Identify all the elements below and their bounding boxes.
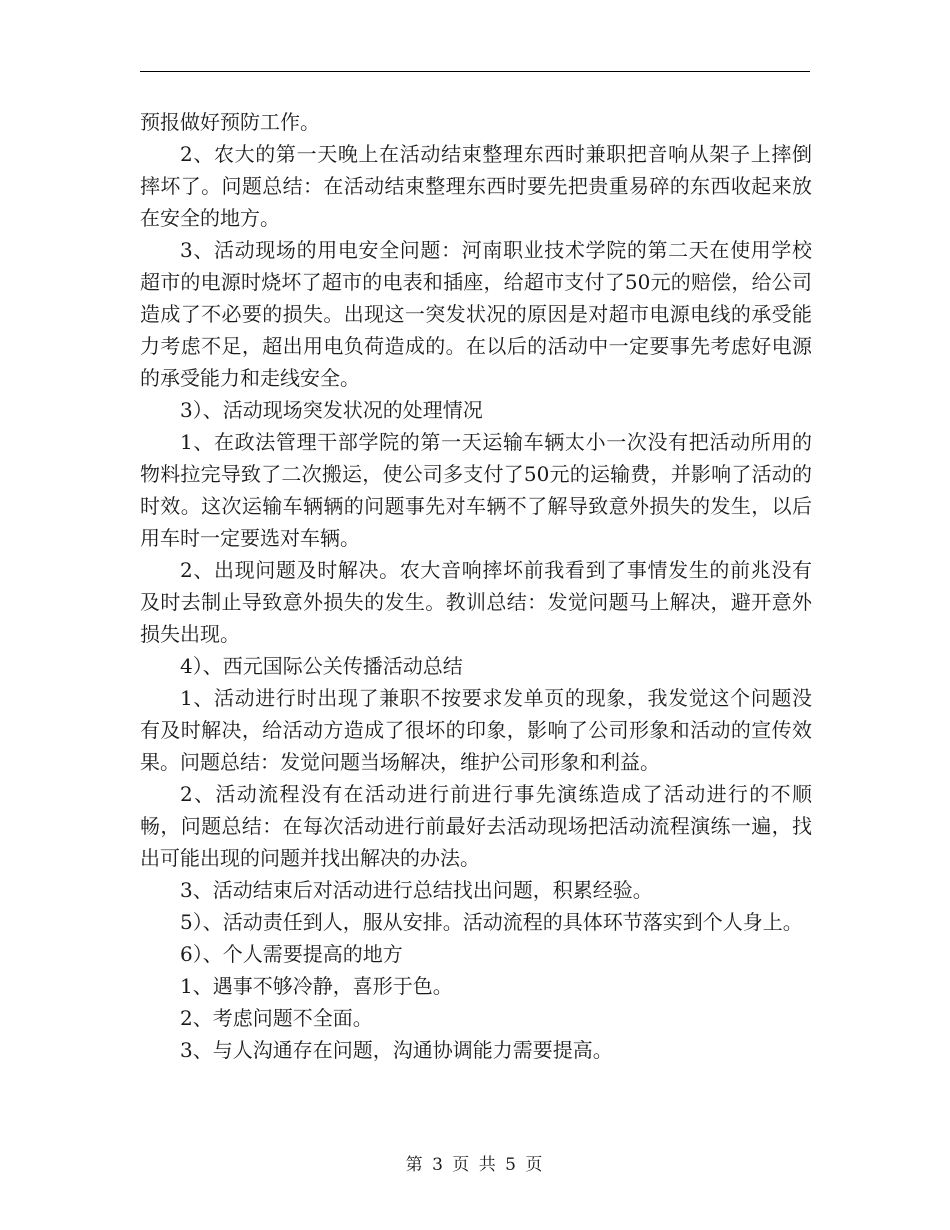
section-heading: 5）、活动责任到人，服从安排。活动流程的具体环节落实到个人身上。	[180, 910, 803, 934]
page-number-footer: 第 3 页 共 5 页	[405, 1155, 545, 1175]
list-item: 2、考虑问题不全面。	[180, 1006, 373, 1030]
paragraph: 1、活动进行时出现了兼职不按要求发单页的现象，我发觉这个问题没有及时解决，给活动方造成了很坏的印象，影响了公司形象和活动的宣传效果。问题总结：发觉问题当场解决，维护公司形象和利益。	[140, 686, 812, 774]
paragraph: 1、在政法管理干部学院的第一天运输车辆太小一次没有把活动所用的物料拉完导致了二次搬运，使公司多支付了50元的运输费，并影响了活动的时效。这次运输车辆辆的问题事先对车辆不了解导致意外损失的发生，以后用车时一定要选对车辆。	[140, 430, 812, 550]
list-item: 1、遇事不够冷静，喜形于色。	[180, 974, 453, 998]
section-heading: 6）、个人需要提高的地方	[180, 942, 403, 966]
paragraph: 2、出现问题及时解决。农大音响摔坏前我看到了事情发生的前兆没有及时去制止导致意外损失的发生。教训总结：发觉问题马上解决，避开意外损失出现。	[140, 558, 812, 646]
paragraph: 3、活动现场的用电安全问题：河南职业技术学院的第二天在使用学校超市的电源时烧坏了超市的电表和插座，给超市支付了50元的赔偿，给公司造成了不必要的损失。出现这一突发状况的原因是对超市电源电线的承受能力考虑不足，超出用电负荷造成的。在以后的活动中一定要事先考虑好电源的承受能力和走线安全。	[140, 238, 812, 390]
section-heading: 4）、西元国际公关传播活动总结	[180, 654, 463, 678]
paragraph: 3、活动结束后对活动进行总结找出问题，积累经验。	[180, 878, 653, 902]
paragraph: 2、活动流程没有在活动进行前进行事先演练造成了活动进行的不顺畅，问题总结：在每次活动进行前最好去活动现场把活动流程演练一遍，找出可能出现的问题并找出解决的办法。	[140, 782, 812, 870]
document-body	[140, 106, 812, 1066]
paragraph: 2、农大的第一天晚上在活动结束整理东西时兼职把音响从架子上摔倒摔坏了。问题总结：在活动结束整理东西时要先把贵重易碎的东西收起来放在安全的地方。	[140, 142, 812, 230]
header-rule	[140, 71, 810, 72]
section-heading: 3）、活动现场突发状况的处理情况	[180, 398, 483, 422]
list-item: 3、与人沟通存在问题，沟通协调能力需要提高。	[180, 1038, 613, 1062]
paragraph: 预报做好预防工作。	[140, 110, 320, 134]
